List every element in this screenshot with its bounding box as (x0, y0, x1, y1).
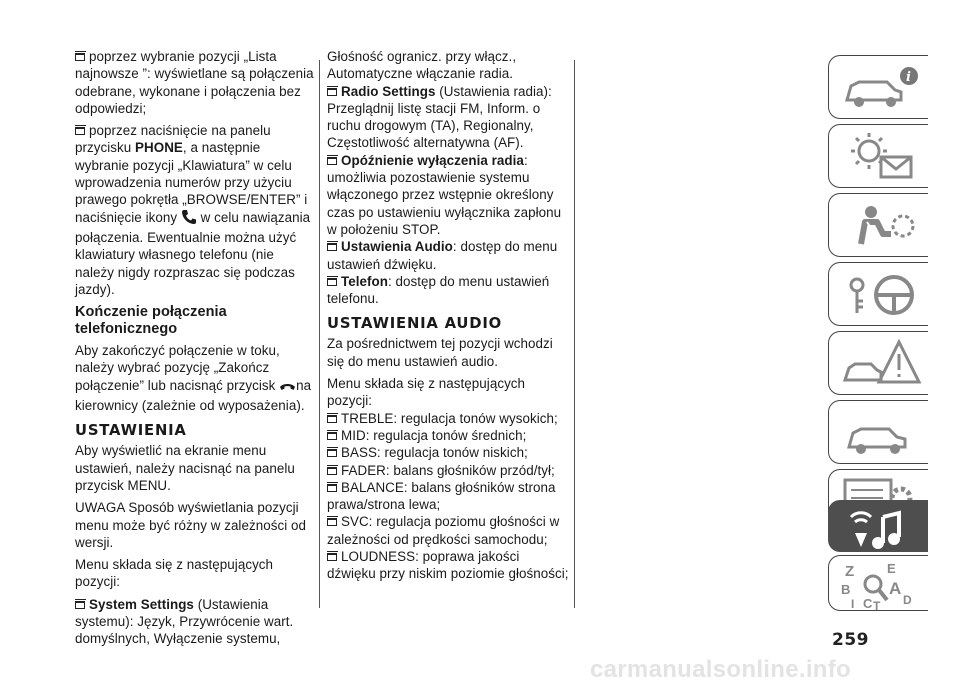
text-column-left (75, 48, 315, 648)
emergency-triangle-icon (839, 336, 925, 392)
tab-service[interactable] (828, 400, 928, 464)
list-item: SVC: regulacja poziomu głośności w zależności od prędkości samochodu; (327, 514, 560, 547)
bullet-icon (327, 88, 337, 96)
bullet-icon (327, 278, 337, 286)
svg-text:i: i (906, 70, 911, 85)
alphabet-index-icon (839, 560, 925, 612)
tab-safety[interactable] (828, 193, 928, 257)
paragraph-menu-items: Menu składa się z następujących pozycji: (75, 557, 274, 590)
bullet-icon (327, 467, 337, 475)
hang-up-icon (279, 380, 296, 397)
list-item: LOUDNESS: poprawa jakości dźwięku przy niskim poziomie głośności; (327, 549, 569, 582)
bullet-icon (75, 127, 85, 135)
bullet-radio-delay: Opóźnienie wyłączenia radia: umożliwia pozostawienie systemu włączonego przez wstępnie określony czas po ustawieniu wyłącznika zapłonu w położeniu STOP. (327, 152, 562, 237)
car-info-icon (839, 60, 925, 116)
tab-warning-lights[interactable] (828, 124, 928, 188)
column-divider (574, 60, 575, 608)
bullet-icon (75, 53, 85, 61)
column-divider (319, 60, 320, 608)
tab-car-info[interactable] (828, 55, 928, 119)
paragraph-recent-calls: poprzez wybranie pozycji „Lista najnowsze ”: wyświetlane są połączenia odebrane, wykonane i połączenia bez odpowiedzi; (75, 49, 314, 116)
bullet-phone: Telefon: dostęp do menu ustawień telefonu. (327, 273, 550, 307)
list-item: TREBLE: regulacja tonów wysokich; (327, 410, 571, 427)
paragraph-settings-intro: Aby wyświetlić na ekranie menu ustawień, należy nacisnąć na panelu przycisk MENU. (75, 443, 295, 493)
watermark: carmanualsonline.info (590, 656, 852, 683)
phone-call-icon (181, 209, 197, 229)
paragraph-end-call: Aby zakończyć połączenie w toku, należy wybrać pozycję „Zakończ połączenie” lub nacisnąć przycisk na kierownicy (zależnie od wyposażenia). (75, 343, 312, 414)
bullet-icon (327, 415, 337, 423)
phone-keyword: PHONE (135, 140, 183, 156)
bullet-icon (327, 449, 337, 457)
page-number: 259 (832, 630, 869, 650)
index-letter: A (889, 579, 902, 598)
bullet-system-settings: System Settings (Ustawienia systemu): Język, Przywrócenie wart. domyślnych, Wyłączenie systemu, (75, 596, 294, 647)
text-column-right (327, 48, 571, 583)
bullet-radio-settings: Radio Settings (Ustawienia radia): Przeglądnij listę stacji FM, Inform. o ruchu drogowym (TA), Regionalny, Częstotliwość alternatywna (AF). (327, 83, 552, 151)
index-letter: D (903, 593, 912, 607)
bullet-icon (327, 553, 337, 561)
multimedia-music-icon (839, 505, 925, 551)
steering-wheel-key-icon (839, 267, 925, 323)
warning-lights-icon (839, 129, 925, 185)
bullet-icon (75, 601, 85, 609)
tab-alphabetical-index[interactable] (828, 555, 928, 611)
bullet-icon (327, 484, 337, 492)
paragraph-audio-menu: Menu składa się z następujących pozycji: (327, 376, 526, 409)
index-letter: E (887, 561, 896, 576)
paragraph-continued: Głośność ogranicz. przy włącz., Automatyczne włączanie radia. (327, 49, 517, 82)
paragraph-keypad: poprzez naciśnięcie na panelu przycisku PHONE, a następnie wybranie pozycji „Klawiatura” w celu wprowadzenia numerów przy użyciu prawego pokrętła „BROWSE/ENTER” i naciśnięcie ikony w celu nawiązania połączenia. Ewentualnie można użyć klawiatury własnego telefonu (nie należy nigdy rozpraszac się podczas jazdy). (75, 123, 311, 297)
index-letter: I (851, 597, 855, 611)
index-letter: Z (845, 563, 855, 580)
index-letter: B (841, 582, 851, 597)
index-letter: C (863, 596, 873, 611)
heading-audio-settings: USTAWIENIA AUDIO (327, 315, 503, 333)
list-item: BASS: regulacja tonów niskich; (327, 444, 571, 461)
bullet-icon (327, 432, 337, 440)
bullet-icon (327, 243, 337, 251)
list-item: FADER: balans głośników przód/tył; (327, 462, 571, 479)
car-service-icon (839, 405, 925, 461)
list-item: MID: regulacja tonów średnich; (327, 427, 571, 444)
tab-starting-driving[interactable] (828, 262, 928, 326)
bullet-icon (327, 157, 337, 165)
tab-emergency[interactable] (828, 331, 928, 395)
audio-items-list (327, 410, 571, 583)
tab-multimedia[interactable] (828, 500, 928, 552)
heading-end-call: Kończenie połączenia telefonicznego (75, 304, 227, 338)
bullet-icon (327, 518, 337, 526)
airbag-seatbelt-icon (839, 198, 925, 254)
bullet-audio-settings: Ustawienia Audio: dostęp do menu ustawień dźwięku. (327, 239, 558, 272)
paragraph-note: UWAGA Sposób wyświetlania pozycji menu może być różny w zależności od wersji. (75, 500, 306, 550)
index-letter: T (873, 599, 881, 612)
paragraph-audio-intro: Za pośrednictwem tej pozycji wchodzi się do menu ustawień audio. (327, 336, 553, 369)
heading-settings: USTAWIENIA (75, 422, 187, 440)
list-item: BALANCE: balans głośników strona prawa/strona lewa; (327, 479, 556, 513)
